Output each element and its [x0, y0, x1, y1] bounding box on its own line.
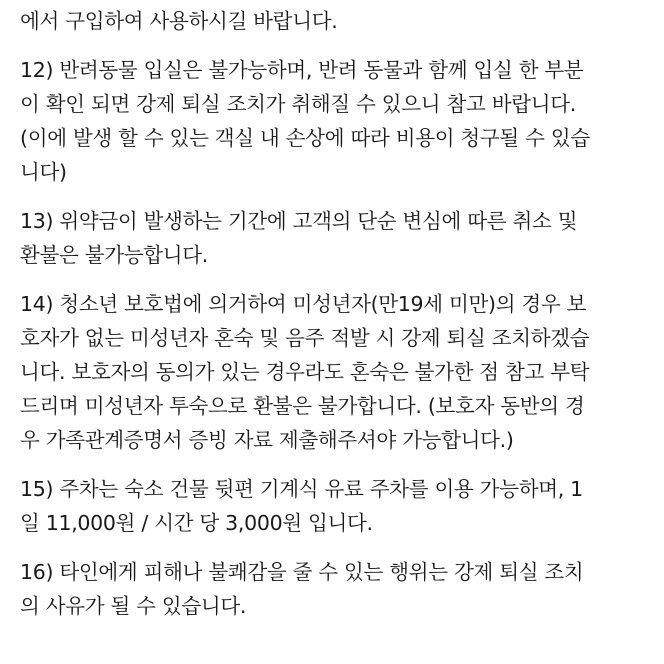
text-line: 12) 반려동물 입실은 불가능하며, 반려 동물과 함께 입실 한 부분: [20, 58, 584, 82]
text-line: 15) 주차는 숙소 건물 뒷편 기계식 유료 주차를 이용 가능하며, 1: [20, 477, 583, 501]
text-line: 니다): [20, 160, 67, 184]
text-line: 드리며 미성년자 투숙으로 환불은 불가합니다. (보호자 동반의 경: [20, 394, 585, 418]
text-line: 16) 타인에게 피해나 불쾌감을 줄 수 있는 행위는 강제 퇴실 조치: [20, 560, 584, 584]
paragraph-rule-13: [20, 204, 650, 272]
text-line: 우 가족관계증명서 증빙 자료 제출해주셔야 가능합니다.): [20, 428, 514, 452]
text-line: 호자가 없는 미성년자 혼숙 및 음주 적발 시 강제 퇴실 조치하겠습: [20, 326, 590, 350]
text-line: 이 확인 되면 강제 퇴실 조치가 취해질 수 있으니 참고 바랍니다.: [20, 92, 576, 116]
text-line: 13) 위약금이 발생하는 기간에 고객의 단순 변심에 따른 취소 및: [20, 209, 578, 233]
text-line: 의 사유가 될 수 있습니다.: [20, 594, 247, 618]
paragraph-rule-14: [20, 287, 650, 457]
text-line: 14) 청소년 보호법에 의거하여 미성년자(만19세 미만)의 경우 보: [20, 292, 587, 316]
paragraph-rule-16: [20, 555, 650, 623]
paragraph-rule-12: [20, 53, 650, 189]
paragraph-continuation: [20, 4, 650, 38]
paragraph-rule-15: [20, 472, 650, 540]
text-line: 일 11,000원 / 시간 당 3,000원 입니다.: [20, 511, 373, 535]
text-line: 환불은 불가능합니다.: [20, 243, 208, 267]
text-line: 에서 구입하여 사용하시길 바랍니다.: [20, 9, 338, 33]
text-line: (이에 발생 할 수 있는 객실 내 손상에 따라 비용이 청구될 수 있습: [20, 126, 590, 150]
policy-text: [20, 4, 650, 638]
text-line: 니다. 보호자의 동의가 있는 경우라도 혼숙은 불가한 점 참고 부탁: [20, 360, 590, 384]
